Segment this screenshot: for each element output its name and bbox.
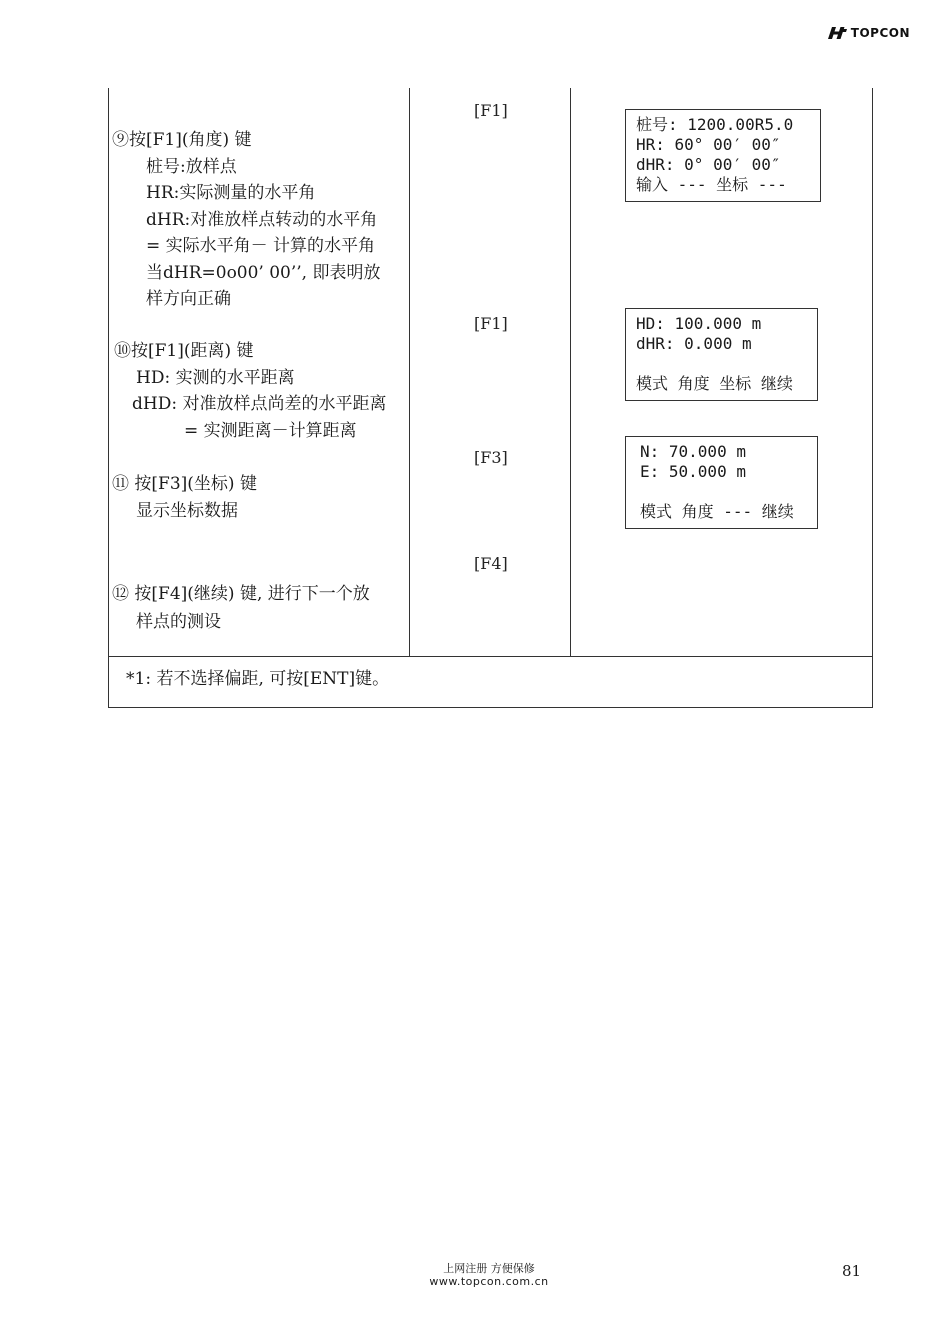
step-9-key: [F1] <box>474 101 508 120</box>
brand-name: TOPCON <box>850 26 910 40</box>
step-9-line: 样方向正确 <box>146 289 231 309</box>
screen-line: HD: 100.000 m <box>636 314 762 333</box>
screen-line: 桩号: 1200.00R5.0 <box>636 115 794 134</box>
screen-line: 模式 角度 --- 继续 <box>640 502 794 521</box>
page-number: 81 <box>842 1262 862 1280</box>
step-10-display-screen <box>625 308 818 401</box>
screen-line: N: 70.000 m <box>640 442 746 461</box>
step-9-title: ⑨按[F1](角度) 键 <box>112 130 252 150</box>
step-9-display-screen <box>625 109 821 202</box>
topcon-mark-icon <box>826 26 848 40</box>
step-12-title: ⑫ 按[F4](继续) 键, 进行下一个放 <box>112 584 370 604</box>
procedure-table <box>108 88 873 708</box>
footnote: *1: 若不选择偏距, 可按[ENT]键。 <box>126 669 390 689</box>
screen-line: 模式 角度 坐标 继续 <box>636 374 793 393</box>
step-10-line: dHD: 对准放样点尚差的水平距离 <box>132 394 387 414</box>
step-9-line: 桩号:放样点 <box>146 157 237 177</box>
step-9-line: dHR:对准放样点转动的水平角 <box>146 210 378 230</box>
screen-line: HR: 60° 00′ 00″ <box>636 135 781 154</box>
step-9-line: HR:实际测量的水平角 <box>146 183 316 203</box>
step-12-key: [F4] <box>474 554 508 573</box>
step-10-key: [F1] <box>474 314 508 333</box>
footer-registration-text: 上网注册 方便保修 <box>443 1262 535 1275</box>
step-11-title: ⑪ 按[F3](坐标) 键 <box>112 474 257 494</box>
step-11-display-screen <box>625 436 818 529</box>
step-10-line: = 实测距离－计算距离 <box>184 421 357 441</box>
screen-line: dHR: 0° 00′ 00″ <box>636 155 781 174</box>
step-11-key: [F3] <box>474 448 508 467</box>
step-11-line: 显示坐标数据 <box>136 501 238 521</box>
screen-line: 输入 --- 坐标 --- <box>636 175 787 194</box>
topcon-logo <box>826 26 910 40</box>
step-10-title: ⑩按[F1](距离) 键 <box>114 341 254 361</box>
footer-website-link[interactable]: www.topcon.com.cn <box>429 1275 549 1288</box>
page-footer <box>0 1262 950 1288</box>
step-9-line: 当dHR=0o00’ 00’’, 即表明放 <box>146 263 381 283</box>
step-9-line: = 实际水平角－ 计算的水平角 <box>146 236 376 256</box>
screen-line: E: 50.000 m <box>640 462 746 481</box>
screen-line: dHR: 0.000 m <box>636 334 752 353</box>
step-10-line: HD: 实测的水平距离 <box>136 368 295 388</box>
step-12-line: 样点的测设 <box>136 612 221 632</box>
